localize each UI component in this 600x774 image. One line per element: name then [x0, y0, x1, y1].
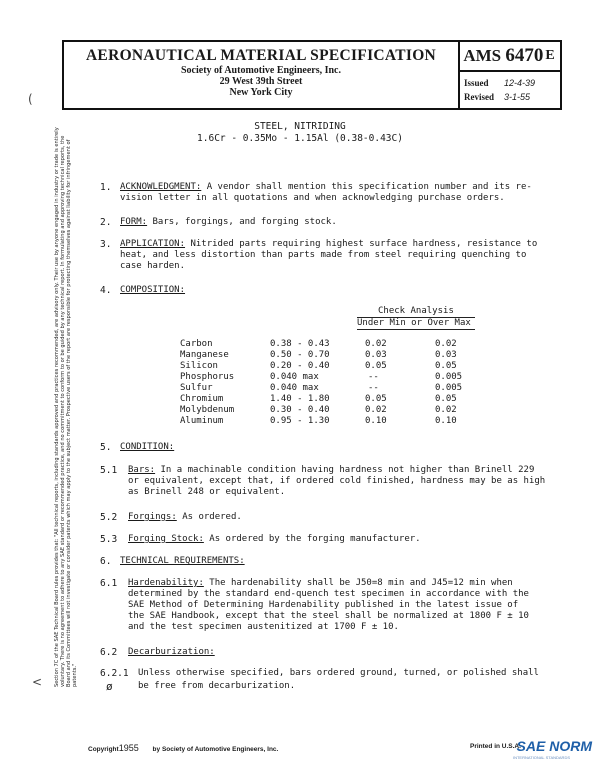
material-name: STEEL, NITRIDING — [254, 121, 346, 132]
section-5-2-line1: As ordered. — [182, 512, 242, 522]
section-6-1-line3: SAE Method of Determining Hardenability published in the latest issue of — [128, 600, 519, 610]
footer-printed: Printed in U.S.A. — [470, 743, 521, 750]
row-range: 0.95 - 1.30 — [270, 416, 330, 426]
section-3-line1: Nitrided parts requiring highest surface hardness, resistance to — [190, 239, 538, 249]
side-disclaimer — [54, 115, 78, 687]
revision-letter: E — [545, 48, 555, 63]
ams-number-box — [458, 42, 560, 72]
row-under: 0.10 — [365, 416, 387, 426]
row-element: Silicon — [180, 361, 218, 371]
row-element: Chromium — [180, 394, 224, 404]
section-5-1-number: 5.1 — [100, 465, 118, 476]
section-6-1-number: 6.1 — [100, 578, 118, 589]
section-2-number: 2. — [100, 217, 112, 228]
row-range: 0.50 - 0.70 — [270, 350, 330, 360]
section-3-heading: APPLICATION: — [120, 239, 186, 249]
org-street: 29 West 39th Street — [219, 76, 303, 87]
copyright-label: Copyright — [88, 746, 119, 753]
section-1-number: 1. — [100, 182, 112, 193]
org-name: Society of Automotive Engineers, Inc. — [181, 65, 341, 76]
section-6-1-heading: Hardenability: — [128, 578, 204, 588]
section-5-1-line3: as Brinell 248 or equivalent. — [128, 487, 286, 497]
binder-mark-bottom: < — [32, 675, 43, 689]
row-over: 0.03 — [435, 350, 457, 360]
section-3-number: 3. — [100, 239, 112, 250]
row-under: -- — [368, 383, 379, 393]
section-6-1-line5: and the test specimen austenitized at 1700 F ± 10. — [128, 622, 399, 632]
section-2-heading: FORM: — [120, 217, 148, 227]
row-element: Carbon — [180, 339, 213, 349]
row-range: 0.20 - 0.40 — [270, 361, 330, 371]
side-disclaimer-text: Section 7C of the SAE Technical Board rules provides that: "All technical reports, including standards approved and practices recommended, are advisory only. Their use by anyone engaged in industry or trade is entirely voluntary. There is no agreement to adhere to any SAE standard or recommended practice, and no commitment to conform to or be guided by any technical report. In formulating and approving technical reports, the Board and its Committees will not investigate or consider patents which may apply to the subject matter. Prospective users of the report are responsible for protecting themselves against liability for infringement of patents." — [54, 127, 78, 687]
section-5-3-number: 5.3 — [100, 534, 118, 545]
section-6-2-1-line1: Unless otherwise specified, bars ordered ground, turned, or polished shall — [138, 668, 539, 678]
row-under: 0.02 — [365, 339, 387, 349]
section-2-text — [120, 217, 337, 228]
row-over: 0.02 — [435, 405, 457, 415]
section-5-1-line1: In a machinable condition having hardness not higher than Brinell 229 — [160, 465, 535, 475]
revised-date: 3-1-55 — [504, 92, 531, 102]
section-3-line2: heat, and less distortion than parts made from steel requiring quenching to — [120, 250, 527, 260]
section-1-text — [120, 182, 532, 193]
row-over: 0.05 — [435, 394, 457, 404]
row-range: 0.040 max — [270, 372, 319, 382]
row-over: 0.005 — [435, 383, 463, 393]
section-5-heading: CONDITION: — [120, 442, 175, 452]
row-range: 0.30 - 0.40 — [270, 405, 330, 415]
header-right — [458, 42, 560, 108]
issued-date: 12-4-39 — [504, 78, 536, 88]
row-under: 0.05 — [365, 394, 387, 404]
section-5-2-text — [128, 512, 242, 523]
logo-tagline: INTERNATIONAL STANDARDS — [512, 755, 570, 760]
revision-mark: ø — [106, 680, 113, 693]
binder-mark-top: ( — [28, 92, 33, 106]
sae-norm-logo: SAE NORM — [516, 738, 592, 754]
section-5-1-text — [128, 465, 534, 476]
check-analysis-subheader: Under Min or Over Max — [357, 318, 471, 328]
row-range: 1.40 - 1.80 — [270, 394, 330, 404]
section-5-3-text — [128, 534, 421, 545]
row-under: 0.03 — [365, 350, 387, 360]
header-left — [64, 42, 460, 108]
section-6-2-1-number: 6.2.1 — [100, 668, 129, 679]
row-over: 0.10 — [435, 416, 457, 426]
section-6-2-heading: Decarburization: — [128, 647, 215, 657]
header-box — [62, 40, 562, 110]
copyright-year: 1955 — [118, 743, 139, 753]
spec-title: AERONAUTICAL MATERIAL SPECIFICATION — [85, 47, 437, 64]
section-3-text — [120, 239, 537, 250]
section-1-line2: vision letter in all quotations and when acknowledging purchase orders. — [120, 193, 505, 203]
row-element: Aluminum — [180, 416, 224, 426]
row-range: 0.040 max — [270, 383, 319, 393]
section-6-2-1-line2: be free from decarburization. — [138, 681, 296, 691]
subheader-rule — [357, 329, 475, 330]
section-2-line1: Bars, forgings, and forging stock. — [152, 217, 337, 227]
section-1-line1: A vendor shall mention this specification number and its re- — [206, 182, 532, 192]
section-6-1-text — [128, 578, 513, 589]
section-5-1-line2: or equivalent, except that, if ordered cold finished, hardness may be as high — [128, 476, 546, 486]
row-under: -- — [368, 372, 379, 382]
section-5-3-heading: Forging Stock: — [128, 534, 204, 544]
section-5-3-line1: As ordered by the forging manufacturer. — [209, 534, 421, 544]
material-composition: 1.6Cr - 0.35Mo - 1.15Al (0.38-0.43C) — [197, 133, 403, 144]
row-element: Phosphorus — [180, 372, 235, 382]
section-5-1-heading: Bars: — [128, 465, 156, 475]
copyright-by: by Society of Automotive Engineers, Inc. — [152, 746, 279, 753]
section-5-number: 5. — [100, 442, 112, 453]
row-over: 0.02 — [435, 339, 457, 349]
ams-number: 6470 — [505, 45, 544, 66]
section-6-number: 6. — [100, 556, 112, 567]
section-3-line3: case harden. — [120, 261, 186, 271]
row-element: Sulfur — [180, 383, 213, 393]
row-over: 0.005 — [435, 372, 463, 382]
section-5-2-heading: Forgings: — [128, 512, 177, 522]
check-analysis-header: Check Analysis — [378, 306, 454, 316]
section-4-number: 4. — [100, 285, 112, 296]
section-6-1-line4: the SAE Handbook, except that the steel shall be normalized at 1800 F ± 10 — [128, 611, 529, 621]
section-4-heading: COMPOSITION: — [120, 285, 186, 295]
row-element: Manganese — [180, 350, 229, 360]
ams-label: AMS — [463, 46, 502, 65]
row-range: 0.38 - 0.43 — [270, 339, 330, 349]
section-1-heading: ACKNOWLEDGMENT: — [120, 182, 202, 192]
row-element: Molybdenum — [180, 405, 235, 415]
issued-label: Issued — [464, 78, 489, 88]
section-5-2-number: 5.2 — [100, 512, 118, 523]
revised-label: Revised — [464, 92, 494, 102]
dates-block — [458, 72, 560, 104]
section-6-1-line1: The hardenability shall be J50=8 min and J45=12 min when — [209, 578, 513, 588]
section-6-1-line2: determined by the standard end-quench test specimen in accordance with the — [128, 589, 529, 599]
org-city: New York City — [229, 87, 293, 98]
section-6-2-number: 6.2 — [100, 647, 118, 658]
section-6-heading: TECHNICAL REQUIREMENTS: — [120, 556, 245, 566]
row-under: 0.05 — [365, 361, 387, 371]
row-under: 0.02 — [365, 405, 387, 415]
row-over: 0.05 — [435, 361, 457, 371]
footer-copyright — [88, 743, 278, 753]
